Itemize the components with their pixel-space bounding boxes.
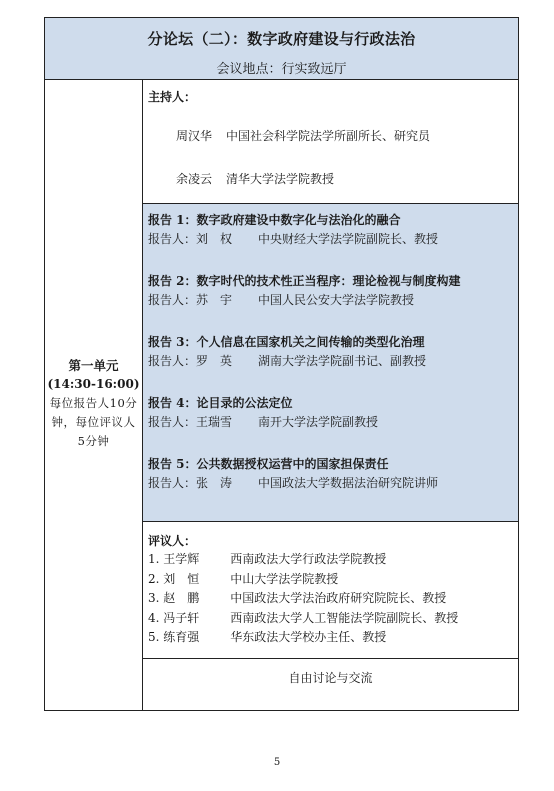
commentator-affiliation: 中国政法大学法治政府研究院院长、教授 xyxy=(230,591,447,605)
commentator-section xyxy=(143,522,518,659)
page-number: 5 xyxy=(273,757,281,768)
host-label: 主持人： xyxy=(148,90,197,104)
commentator-affiliation: 华东政法大学校办主任、教授 xyxy=(230,630,387,644)
commentator-label: 评议人： xyxy=(148,534,197,548)
report-item xyxy=(148,211,518,249)
speaker-affiliation: 南开大学法学院副教授 xyxy=(258,415,379,429)
unit-info xyxy=(45,356,142,451)
speaker-affiliation: 中国政法大学数据法治研究院讲师 xyxy=(258,476,439,490)
commentator-affiliation: 中山大学法学院教授 xyxy=(230,571,339,586)
report-item xyxy=(148,333,518,371)
report-topic: 报告 4：论目录的公法定位 xyxy=(148,396,293,410)
commentator-item xyxy=(148,589,518,609)
host-row xyxy=(148,127,518,144)
commentator-number: 3. xyxy=(148,591,160,605)
commentator-item xyxy=(148,628,518,648)
content-column xyxy=(143,80,518,710)
speaker-name: 刘 权 xyxy=(196,232,233,246)
report-topic: 报告 1：数字政府建设中数字化与法治化的融合 xyxy=(148,213,401,227)
host-row xyxy=(148,170,518,187)
commentator-item xyxy=(148,570,518,590)
host-title: 清华大学法学院教授 xyxy=(226,172,335,186)
host-name: 余凌云 xyxy=(176,172,213,186)
agenda-table xyxy=(44,17,519,711)
speaker-label: 报告人： xyxy=(148,293,197,307)
commentator-affiliation: 西南政法大学人工智能法学院副院长、教授 xyxy=(230,610,459,625)
commentator-name: 王学辉 xyxy=(163,552,200,566)
speaker-label: 报告人： xyxy=(148,415,197,429)
unit-name: 第一单元 xyxy=(68,358,119,373)
unit-note: 每位报告人10分钟，每位评议人5分钟 xyxy=(49,396,138,448)
commentator-number: 2. xyxy=(148,571,160,586)
free-discussion: 自由讨论与交流 xyxy=(288,671,373,685)
report-topic: 报告 2：数字时代的技术性正当程序：理论检视与制度构建 xyxy=(148,274,461,288)
host-section xyxy=(143,80,518,204)
report-item xyxy=(148,455,518,493)
speaker-name: 罗 英 xyxy=(196,354,233,368)
report-item xyxy=(148,272,518,310)
commentator-item xyxy=(148,609,518,629)
speaker-label: 报告人： xyxy=(148,232,197,246)
speaker-affiliation: 中国人民公安大学法学院教授 xyxy=(258,293,415,307)
commentator-name: 刘 恒 xyxy=(163,571,200,586)
commentator-name: 练育强 xyxy=(163,630,200,644)
report-topic: 报告 5：公共数据授权运营中的国家担保责任 xyxy=(148,457,389,471)
commentator-number: 4. xyxy=(148,610,160,625)
forum-title: 分论坛（二）：数字政府建设与行政法治 xyxy=(147,30,416,48)
speaker-affiliation: 湖南大学法学院副书记、副教授 xyxy=(258,354,427,368)
commentator-name: 冯子轩 xyxy=(163,610,200,625)
report-item xyxy=(148,394,518,432)
unit-column xyxy=(45,80,143,710)
forum-header xyxy=(45,18,518,80)
commentator-item xyxy=(148,550,518,570)
speaker-name: 张 涛 xyxy=(196,476,233,490)
speaker-name: 王瑞雪 xyxy=(196,415,233,429)
host-title: 中国社会科学院法学所副所长、研究员 xyxy=(226,129,431,143)
commentator-number: 5. xyxy=(148,630,160,644)
speaker-label: 报告人： xyxy=(148,476,197,490)
host-name: 周汉华 xyxy=(176,129,213,143)
report-section xyxy=(143,204,518,522)
speaker-affiliation: 中央财经大学法学院副院长、教授 xyxy=(258,232,439,246)
unit-time: (14:30-16:00) xyxy=(47,377,140,391)
report-topic: 报告 3：个人信息在国家机关之间传输的类型化治理 xyxy=(148,335,425,349)
session-body xyxy=(45,80,518,710)
commentator-affiliation: 西南政法大学行政法学院教授 xyxy=(230,552,387,566)
speaker-name: 苏 宇 xyxy=(196,293,233,307)
venue-text: 会议地点：行实致远厅 xyxy=(216,62,347,77)
commentator-number: 1. xyxy=(148,552,160,566)
speaker-label: 报告人： xyxy=(148,354,197,368)
commentator-name: 赵 鹏 xyxy=(163,591,200,605)
